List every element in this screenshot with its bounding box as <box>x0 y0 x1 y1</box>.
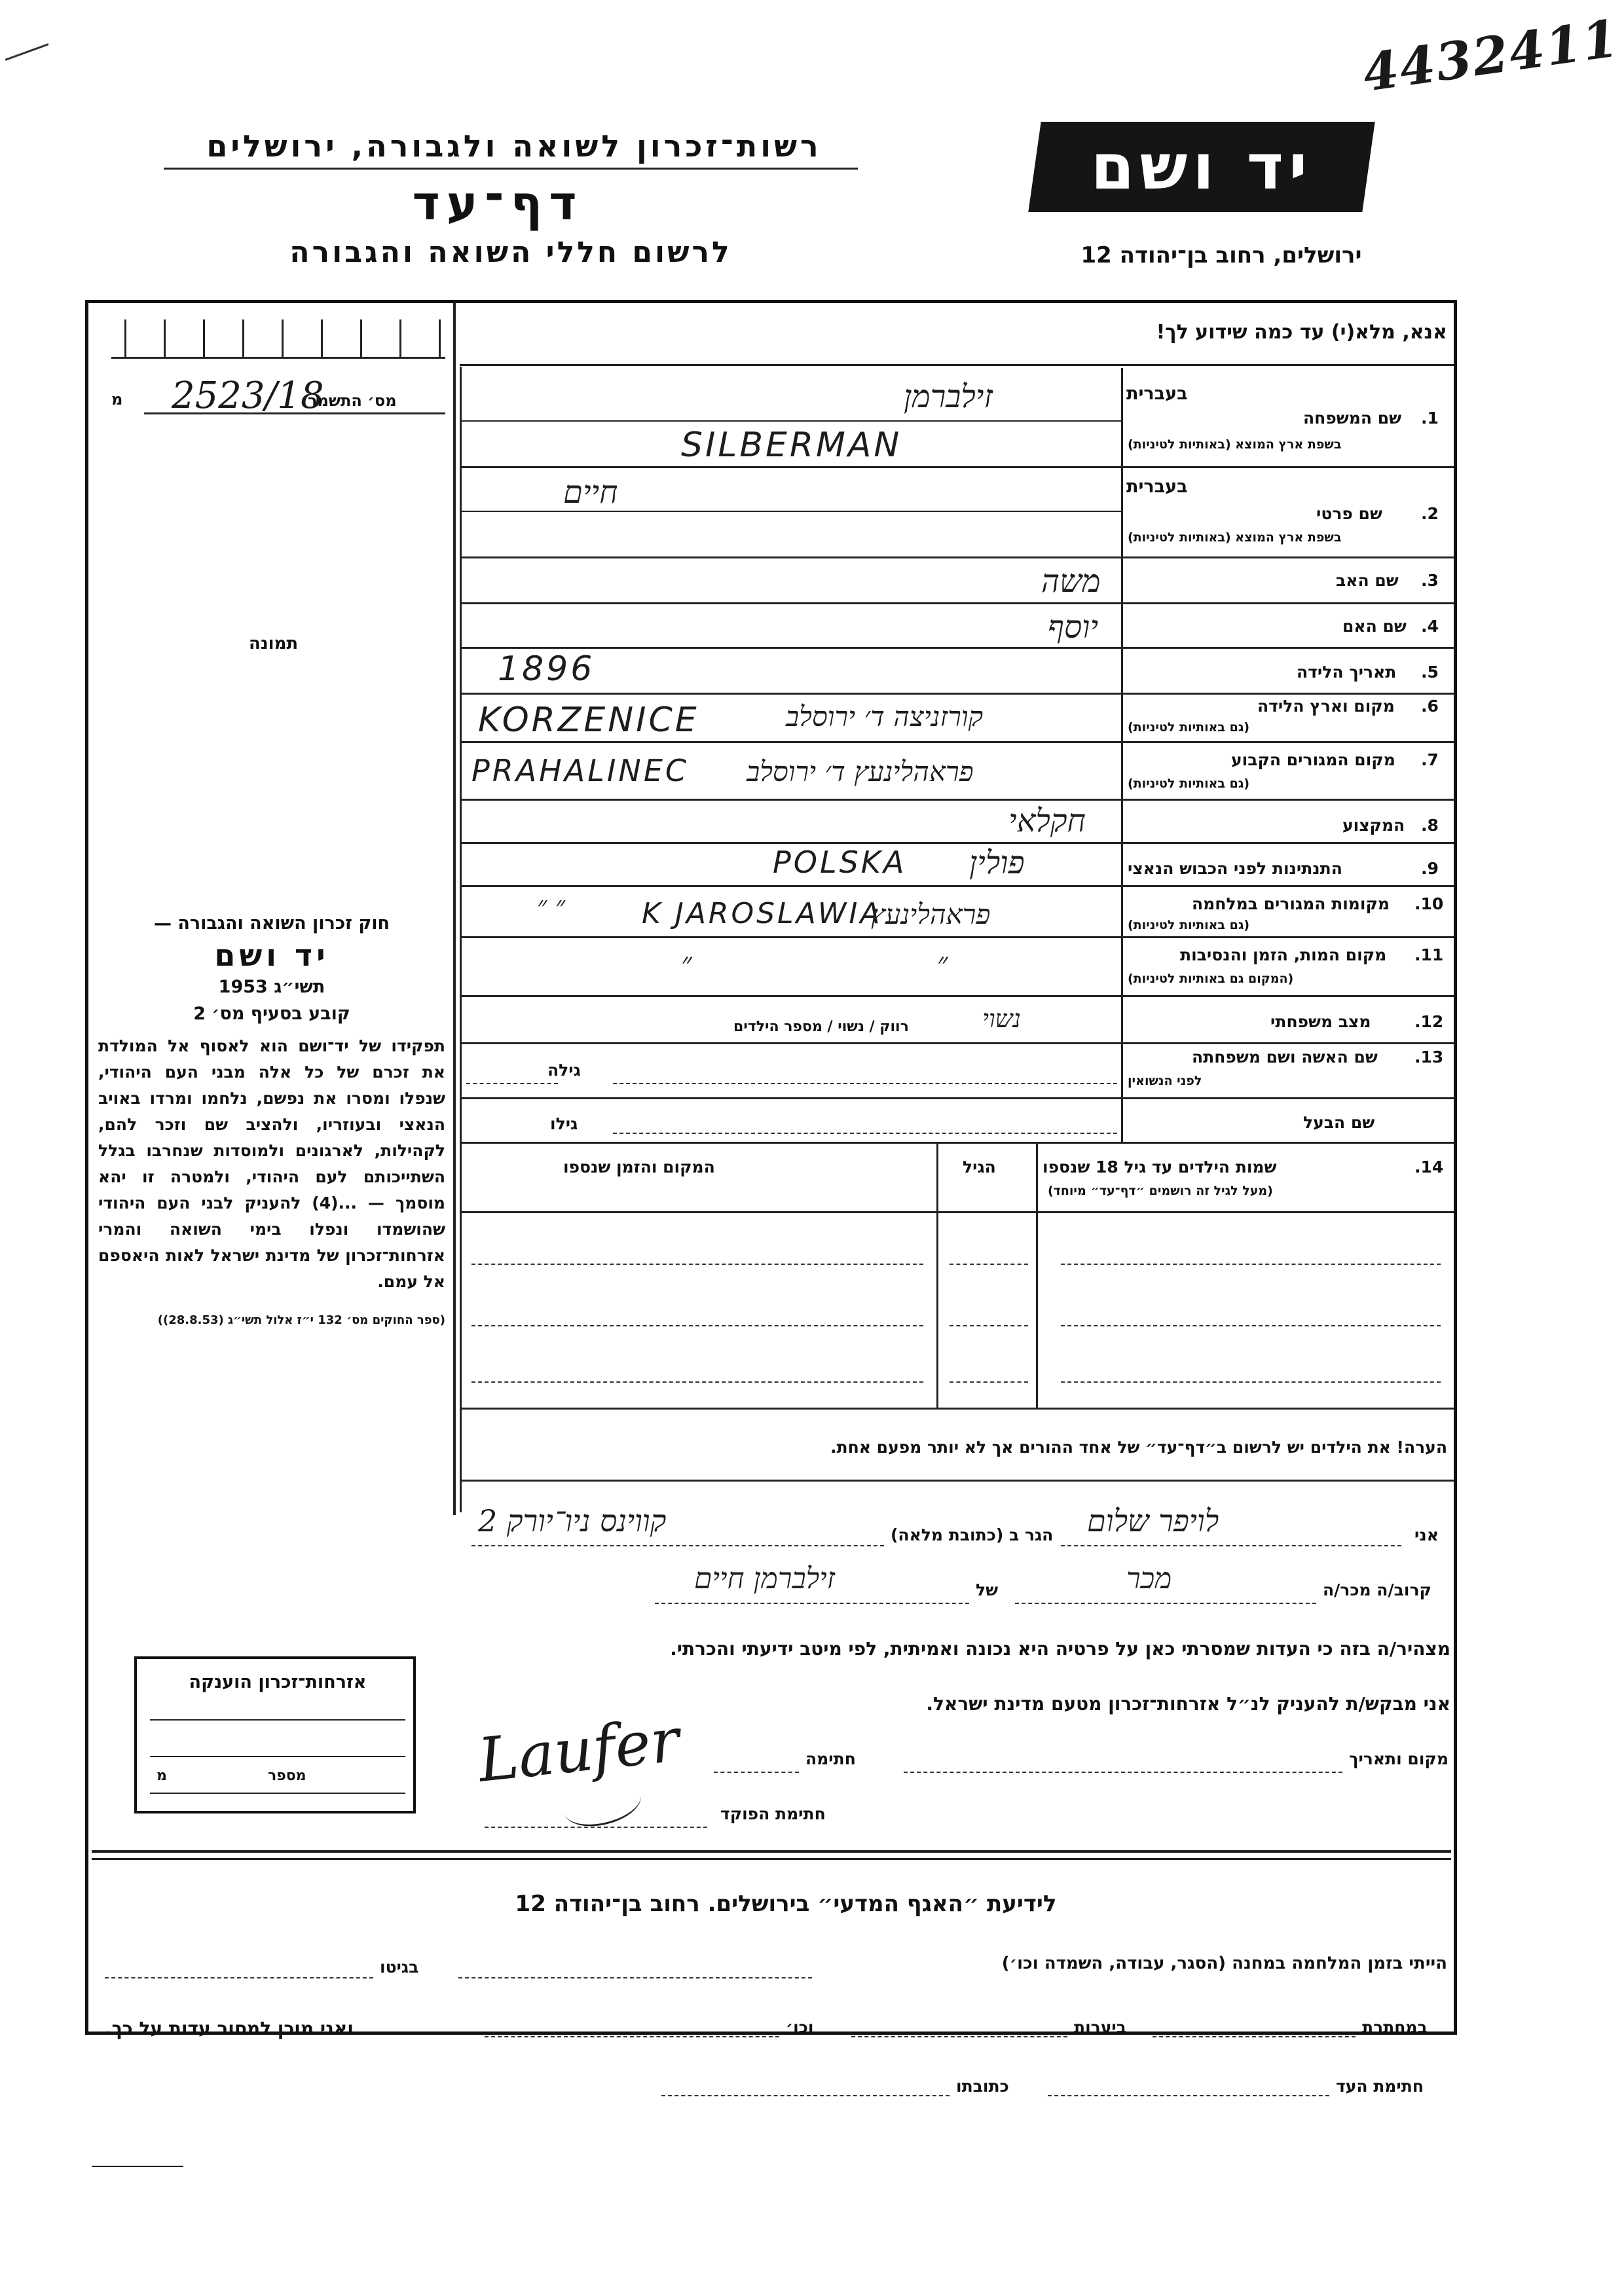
children-label: שמות הילדים עד גיל 18 שנספו <box>1043 1157 1277 1176</box>
wartime-residence-mark: ״ ״ <box>537 891 566 921</box>
witness-address-line <box>661 2095 950 2096</box>
child-row-1-name <box>1061 1264 1441 1265</box>
declarant-name-line <box>1061 1545 1401 1546</box>
citizenship-title: אזרחות־זכרון הוענקה <box>189 1672 367 1692</box>
field-9-num: 9. <box>1421 859 1439 878</box>
witness-address-label: כתובתו <box>956 2077 1009 2096</box>
official-signature-line <box>485 1827 707 1828</box>
marital-status: נשוי <box>982 1004 1021 1033</box>
wife-age-line <box>613 1083 1117 1084</box>
death-place-mark: ״ ״ <box>681 947 1066 980</box>
field-6-sub: (גם באותיות לטיניות) <box>1128 720 1250 735</box>
field-1-sub: בשפת ארץ המוצא (באותיות לטיניות) <box>1128 437 1342 452</box>
request-text: אני מבקש/ת להעניק לנ״ל אזרחות־זכרון מטעם מדינת ישראל. <box>926 1693 1450 1715</box>
relation-label: קרוב/ה מכר/ה <box>1323 1580 1431 1599</box>
forests-line <box>851 2036 1067 2037</box>
declarant-address-line <box>471 1545 884 1546</box>
relation-line <box>1015 1603 1316 1604</box>
children-age-header: הגיל <box>963 1157 996 1176</box>
row-rule-4 <box>460 647 1454 649</box>
photo-label: תמונה <box>249 634 299 653</box>
field-5-num: 5. <box>1421 663 1439 682</box>
footer-camp-line: הייתי בזמן המלחמה במחנה (הסגר, עבודה, השמדה וכו׳) <box>1001 1954 1447 1973</box>
occupation: חקלאי <box>1008 803 1086 839</box>
wartime-residence-hebrew: פראהלינעץ <box>871 898 991 930</box>
row-rule-13b <box>460 1142 1454 1144</box>
children-note: הערה! את הילדים יש לרשום ב״דף־עד״ של אחד ההורים אך לא יותר מפעם אחת. <box>830 1438 1447 1457</box>
birthplace-hebrew: קורזניצה ד׳ ירוסלב <box>786 701 984 733</box>
law-name: יד ושם <box>214 938 329 973</box>
row-rule-6 <box>460 741 1454 743</box>
values-label-divider <box>1121 368 1123 1142</box>
of-name: זילברמן חיים <box>694 1562 836 1595</box>
husband-age-label: גילו <box>550 1114 578 1133</box>
citizenship-box <box>134 1656 416 1813</box>
child-row-3-place <box>471 1381 923 1383</box>
form-subtitle: לרשום חללי השואה והגבורה <box>289 236 732 269</box>
serial-line <box>144 412 445 414</box>
top-instruction: אנא, מלא(י) עד כמה שידוע לך! <box>1156 321 1447 344</box>
law-year: תשי״ג 1953 <box>218 977 325 997</box>
bottom-mark <box>92 2166 183 2167</box>
top-rule <box>460 364 1454 366</box>
place-date-line <box>904 1772 1342 1773</box>
law-box <box>98 913 445 1327</box>
surname-hebrew: זילברמן <box>904 378 993 415</box>
husband-line <box>613 1133 1117 1134</box>
children-header-rule <box>460 1211 1454 1213</box>
child-row-2-place <box>471 1325 923 1326</box>
relation-value: מכר <box>1126 1562 1172 1595</box>
authority-underline <box>164 168 858 170</box>
field-10-num: 10. <box>1414 894 1444 913</box>
footer-rule-1 <box>92 1850 1451 1853</box>
etc-label: וכו׳ <box>786 2018 814 2037</box>
form-title: דף־עד <box>412 175 583 230</box>
serial-value: 2523/18 <box>172 374 324 417</box>
left-column-divider-inner <box>460 367 462 1512</box>
forests-label: ביערות <box>1074 2018 1126 2037</box>
serial-label: מס׳ התשמר <box>308 392 397 410</box>
field-12-label: מצב משפחתי <box>1270 1012 1371 1031</box>
children-place-header: המקום והזמן שנספו <box>563 1157 715 1176</box>
left-column-divider <box>453 302 456 1515</box>
row-rule-3 <box>460 602 1454 604</box>
field-6-num: 6. <box>1421 697 1439 716</box>
row-rule-13 <box>460 1097 1454 1099</box>
field-5-label: תאריך הלידה <box>1297 663 1397 682</box>
row-rule-1 <box>460 466 1454 468</box>
child-row-2-age <box>950 1325 1028 1326</box>
birthplace-latin: KORZENICE <box>478 701 699 740</box>
row-rule-7 <box>460 799 1454 801</box>
child-row-2-name <box>1061 1325 1441 1326</box>
row-rule-1a <box>460 420 1121 422</box>
husband-label: שם הבעל <box>1303 1113 1375 1132</box>
child-row-3-name <box>1061 1381 1441 1383</box>
logo-text: יד ושם <box>1090 130 1313 204</box>
footer-rule-2 <box>92 1858 1451 1860</box>
field-1-num: 1. <box>1421 409 1439 428</box>
field-8-num: 8. <box>1421 816 1439 835</box>
field-7-label: מקום המגורים הקבוע <box>1231 750 1395 769</box>
field-13-sub: לפני הנשואין <box>1128 1074 1202 1088</box>
birth-date: 1896 <box>498 649 595 689</box>
ghetto-label: בגיטו <box>380 1958 419 1977</box>
yad-vashem-logo <box>1028 122 1375 212</box>
wife-name-line <box>466 1083 558 1084</box>
corner-mark <box>5 43 49 61</box>
field-11-label: מקום המות, הזמן והנסיבות <box>1180 945 1387 964</box>
law-dash-title: חוק זכרון השואה והגבורה — <box>153 913 390 934</box>
children-divider-age <box>936 1142 938 1408</box>
field-11-sub: (המקום גם באותיות לטיניות) <box>1128 972 1294 986</box>
citizenship-suffix: מ <box>157 1768 167 1784</box>
row-rule-9 <box>460 885 1454 887</box>
field-7-sub: (גם באותיות לטיניות) <box>1128 776 1250 791</box>
ready-to-testify: ואני מוכן למסור עדות על כך. <box>105 2018 354 2039</box>
archive-number: 4432411 <box>1359 9 1623 103</box>
field-2-label: שם פרטי <box>1316 504 1382 523</box>
declaration-text: מצהיר/ה בזה כי העדות שמסרתי כאן על פרטיה היא נכונה ואמיתית, לפי מיטב ידיעתי והכרתי. <box>670 1638 1450 1660</box>
field-2-tag: בעברית <box>1126 477 1188 497</box>
row-rule-2a <box>460 511 1121 512</box>
child-row-1-place <box>471 1264 923 1265</box>
field-13-num: 13. <box>1414 1048 1444 1066</box>
residence-latin: PRAHALINEC <box>471 753 690 788</box>
children-sub: (מעל לגיל זה רושמים ״דף־עד״ מיוחד) <box>1048 1184 1273 1198</box>
of-label: של <box>976 1580 999 1599</box>
field-6-label: מקום וארץ הלידה <box>1257 697 1395 716</box>
wife-age-label: גילה <box>547 1061 581 1080</box>
witness-signature-line <box>1048 2095 1329 2096</box>
header-address: ירושלים, רחוב בן־יהודה 12 <box>1080 242 1362 268</box>
serial-suffix: מ <box>111 390 123 409</box>
signature-line <box>714 1772 799 1773</box>
law-source: (ספר החוקים מס׳ 132 י״ז אלול תשי״ג (28.8.53)) <box>157 1313 445 1327</box>
declarant-address-label: הגר ב (כתובת מלאה) <box>891 1525 1054 1544</box>
field-4-num: 4. <box>1421 617 1439 636</box>
child-row-1-age <box>950 1264 1028 1265</box>
citizenship-number-label: מספר <box>268 1768 306 1784</box>
place-date-label: מקום ותאריך <box>1349 1749 1449 1768</box>
camp-line <box>458 1977 812 1978</box>
serial-tick-strip <box>111 319 445 359</box>
field-3-num: 3. <box>1421 571 1439 590</box>
note-bottom-rule <box>460 1480 1454 1482</box>
etc-line <box>485 2036 779 2037</box>
field-3-label: שם האב <box>1336 571 1399 590</box>
declarant-address: קווינס ניו־יורק 2 <box>478 1503 667 1539</box>
residence-hebrew: פראהלינעץ ד׳ ירוסלב <box>747 756 974 788</box>
declarant-name: לויפר שלום <box>1087 1503 1219 1539</box>
field-1-tag: בעברית <box>1126 384 1188 404</box>
father-name: משה <box>1041 563 1101 600</box>
of-name-line <box>655 1603 969 1604</box>
field-10-sub: (גם באותיות לטיניות) <box>1128 918 1250 932</box>
law-body: תפקידו של יד־ושם הוא לאסוף אל המולדת את זכרם של כל אלה מבני העם היהודי, שנפלו ומסרו את נפשם, נלחמו ומרדו באויב הנאצי ובעוזריו, ולהציב שם וזכר להם, לקהילות, לארגונים ולמוסדות שנחרבו בגלל השתייכותם לעם היהודי, ולמטרה זו יהא מוסמך — ...(4) להעניק לבני העם היהודי שהושמדו ונפלו בימי השואה והמרי אזרחות־זכרון של מדינת ישראל לאות היאספם אל עמם. <box>98 1036 445 1291</box>
child-row-3-age <box>950 1381 1028 1383</box>
field-4-label: שם האם <box>1342 617 1407 636</box>
children-bottom-rule <box>460 1408 1454 1410</box>
signature-label: חתימה <box>805 1749 856 1768</box>
underground-label: במחתרת <box>1362 2018 1428 2037</box>
declarant-i-label: אני <box>1414 1525 1439 1544</box>
children-num: 14. <box>1414 1157 1444 1176</box>
field-1-label: שם המשפחה <box>1303 409 1402 428</box>
surname-latin: SILBERMAN <box>681 426 902 465</box>
field-12-num: 12. <box>1414 1012 1444 1031</box>
field-13-label: שם האשה ושם משפחתה <box>1192 1048 1378 1066</box>
field-2-num: 2. <box>1421 504 1439 523</box>
official-signature-label: חתימת הפוקד <box>720 1804 826 1823</box>
witness-signature-label: חתימת העד <box>1336 2077 1424 2096</box>
mother-name: יוסף <box>1048 609 1099 646</box>
row-rule-2 <box>460 556 1454 558</box>
nationality-hebrew: פולין <box>969 845 1025 881</box>
field-11-num: 11. <box>1414 945 1444 964</box>
children-divider-label <box>1036 1142 1038 1408</box>
footer-title: לידיעת ״האגף המדעי״ בירושלים. רחוב בן־יהודה 12 <box>515 1891 1057 1917</box>
row-rule-8 <box>460 842 1454 844</box>
declarant-signature: Laufer <box>475 1705 683 1796</box>
field-2-sub: בשפת ארץ המוצא (באותיות לטיניות) <box>1128 530 1342 545</box>
row-rule-5 <box>460 693 1454 695</box>
field-8-label: המקצוע <box>1342 816 1405 835</box>
authority-name: רשות־זכרון לשואה ולגבורה, ירושלים <box>206 128 822 164</box>
field-9-label: התנתינות לפני הכבוש הנאצי <box>1128 859 1342 878</box>
first-name-hebrew: חיים <box>563 474 618 511</box>
wartime-residence-latin: K JAROSLAWIA <box>642 897 883 930</box>
field-7-num: 7. <box>1421 750 1439 769</box>
row-rule-12 <box>460 1042 1454 1044</box>
row-rule-11 <box>460 995 1454 997</box>
marital-options: רווק / נשוי / מספר הילדים <box>733 1019 909 1035</box>
law-section: קובע בסעיף מס׳ 2 <box>193 1004 350 1024</box>
nationality-latin: POLSKA <box>773 845 907 880</box>
underground-line <box>1153 2036 1356 2037</box>
ghetto-line <box>105 1977 373 1978</box>
field-10-label: מקומות המגורים במלחמה <box>1192 894 1390 913</box>
row-rule-10 <box>460 936 1454 938</box>
